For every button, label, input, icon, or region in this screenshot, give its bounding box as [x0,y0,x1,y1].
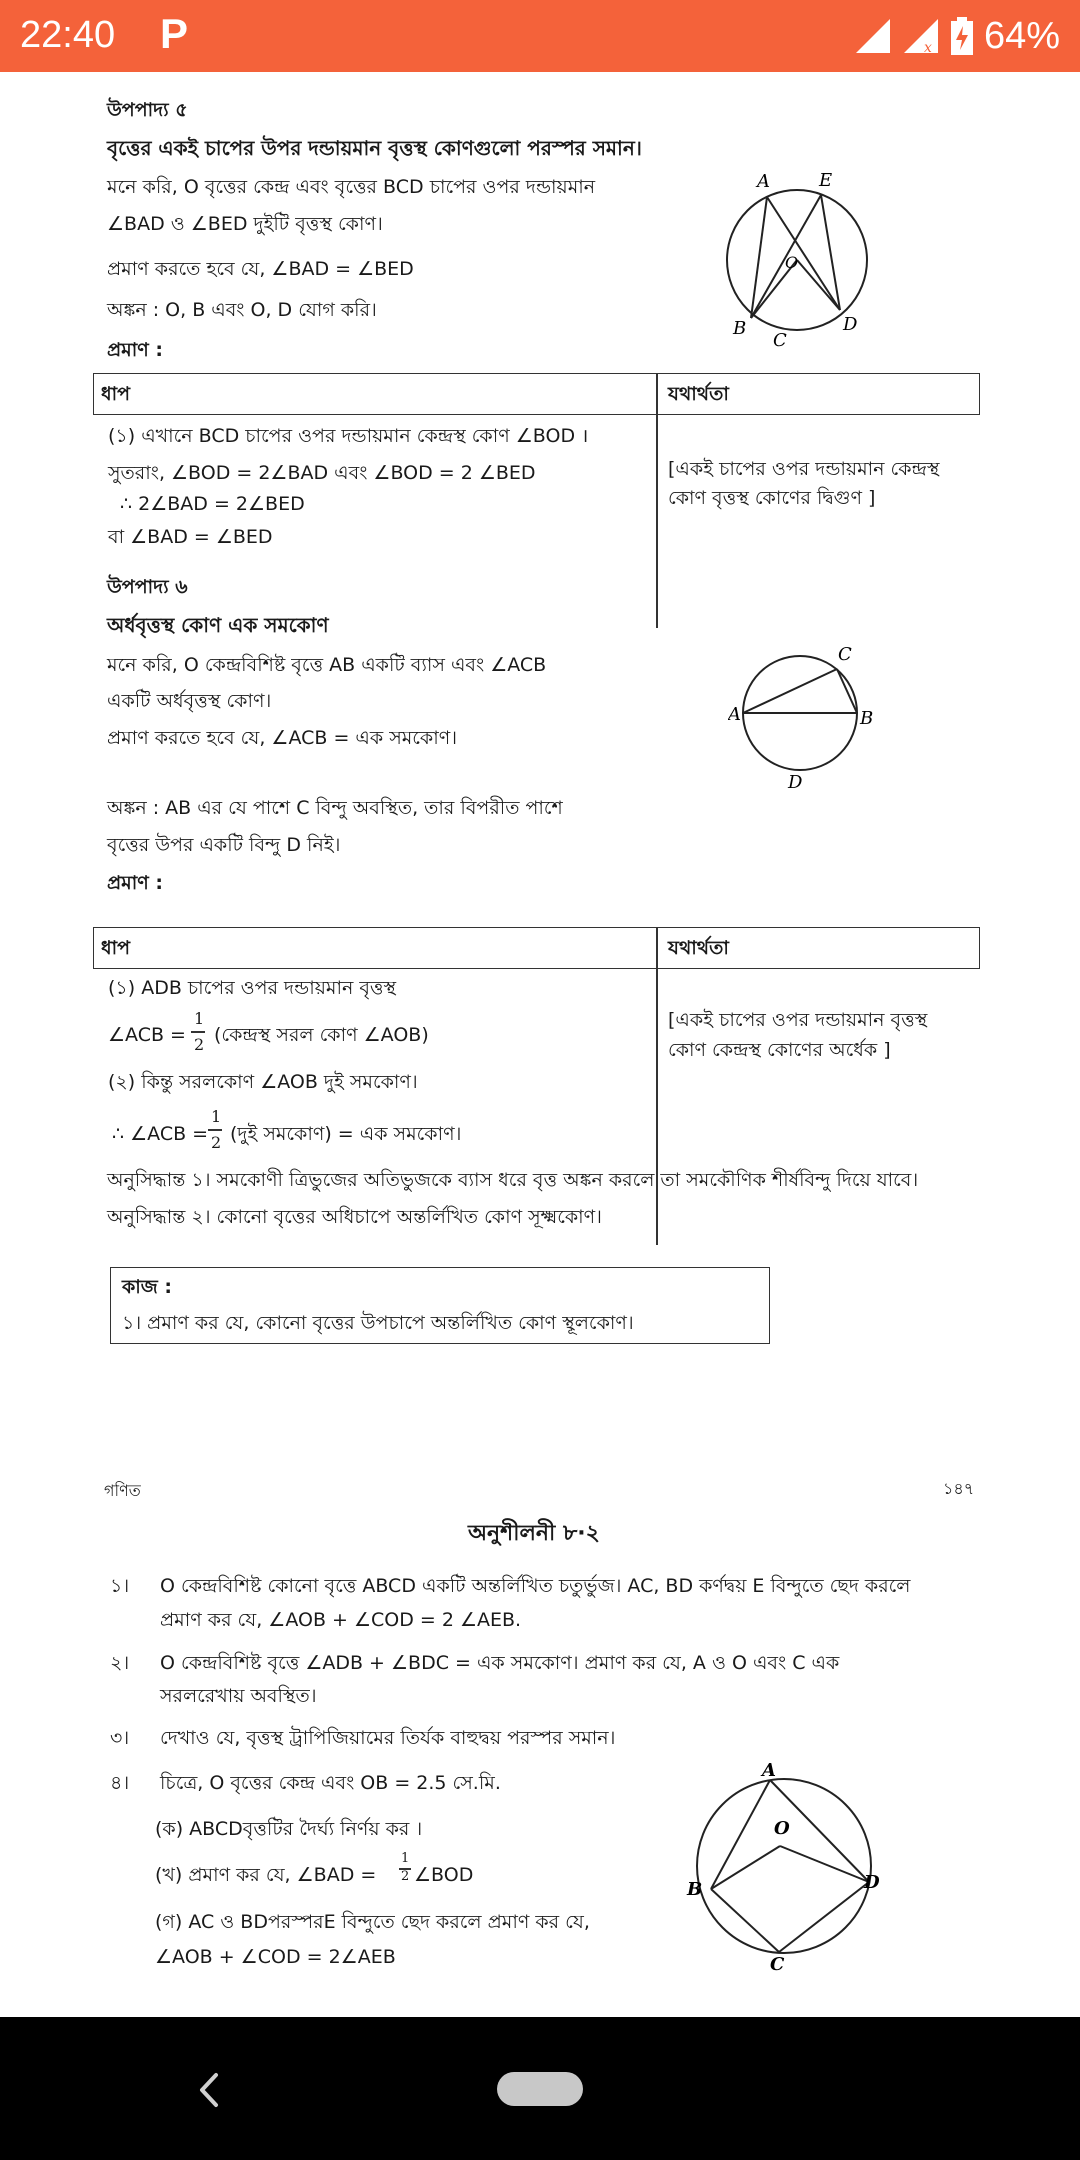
fig2-label-c: C [838,644,852,665]
table1-reason1: [একই চাপের ওপর দন্ডায়মান কেন্দ্রস্থ [668,458,940,480]
back-icon[interactable] [190,2065,230,2115]
exercise-title: অনুশীলনী ৮·২ [468,1521,600,1546]
theorem5-line1: মনে করি, O বৃত্তের কেন্দ্র এবং বৃত্তের BCD চাপের ওপর দন্ডায়মান [107,176,596,198]
q4-part-a: (ক) ABCDবৃত্তটির দৈর্ঘ্য নির্ণয় কর । [155,1818,423,1840]
table2-step3: (২) কিন্তু সরলকোণ ∠AOB দুই সমকোণ। [108,1071,418,1093]
theorem6-line3: প্রমাণ করতে হবে যে, ∠ACB = এক সমকোণ। [107,727,458,749]
q4-line1: চিত্রে, O বৃত্তের কেন্দ্র এবং OB = 2.5 সে.মি. [160,1772,501,1794]
table2-reason1: [একই চাপের ওপর দন্ডায়মান বৃত্তস্থ [668,1009,928,1031]
table2-step2-left: ∠ACB = [108,1024,186,1046]
home-button[interactable] [497,2072,583,2106]
q4-part-c-line1: (গ) AC ও BDপরস্পরE বিন্দুতে ছেদ করলে প্রমাণ কর যে, [155,1911,590,1933]
q4-number: ৪। [110,1772,130,1794]
theorem6-line2: একটি অর্ধবৃত্তস্থ কোণ। [107,690,272,712]
fig1-label-o: O [785,253,799,272]
battery-percent: 64% [983,14,1060,57]
theorem5-heading: উপপাদ্য ৫ [107,99,188,121]
fig1-label-d: D [843,314,858,335]
theorem6-heading: উপপাদ্য ৬ [107,576,188,598]
page-number: ১৪৭ [943,1479,975,1498]
q4-frac-den: 2 [401,1869,410,1884]
q2-number: ২। [110,1652,130,1674]
table2-header-reason: যথার্থতা [668,937,729,959]
signal-icon [854,17,892,55]
table2-frac1-den: 2 [194,1035,205,1054]
q2-line2: সরলরেখায় অবস্থিত। [160,1685,317,1707]
theorem5-proof-label: প্রমাণ : [107,339,163,361]
q1-line2: প্রমাণ কর যে, ∠AOB + ∠COD = 2 ∠AEB. [160,1609,522,1631]
battery-charging-icon [950,16,974,56]
theorem5-figure [715,170,885,350]
table2-frac2-den: 2 [211,1133,222,1152]
theorem6-proof-label: প্রমাণ : [107,872,163,894]
table1-header-reason: যথার্থতা [668,383,729,405]
theorem5-line3: প্রমাণ করতে হবে যে, ∠BAD = ∠BED [107,258,414,280]
fig1-label-b: B [733,318,747,339]
theorem6-title: অর্ধবৃত্তস্থ কোণ এক সমকোণ [107,613,329,637]
status-bar [0,0,1080,72]
table1-step1: (১) এখানে BCD চাপের ওপর দন্ডায়মান কেন্দ্রস্থ কোণ ∠BOD । [108,425,589,447]
theorem6-proof-table [93,927,980,969]
theorem6-construction1: অঙ্কন : AB এর যে পাশে C বিন্দু অবস্থিত, তার বিপরীত পাশে [107,797,563,819]
q4-part-c-line2: ∠AOB + ∠COD = 2∠AEB [155,1946,396,1968]
theorem5-proof-table [93,373,980,415]
q1-line1: O কেন্দ্রবিশিষ্ট কোনো বৃত্তে ABCD একটি অন্তর্লিখিত চতুর্ভুজ। AC, BD কর্ণদ্বয় E বিন্দুতে ছেদ করলে [160,1575,911,1597]
theorem5-line2: ∠BAD ও ∠BED দুইটি বৃত্তস্থ কোণ। [107,213,383,235]
theorem5-title: বৃত্তের একই চাপের উপর দন্ডায়মান বৃত্তস্থ কোণগুলো পরস্পর সমান। [107,136,642,160]
corollary-2: অনুসিদ্ধান্ত ২। কোনো বৃত্তের অধিচাপে অন্তর্লিখিত কোণ সূক্ষ্মকোণ। [107,1206,602,1228]
table2-header-step: ধাপ [101,937,131,959]
table2-step1: (১) ADB চাপের ওপর দন্ডায়মান বৃত্তস্থ [108,977,397,999]
fig3-label-d: D [864,1872,880,1893]
q1-number: ১। [110,1575,130,1597]
exercise-q4-figure [678,1762,898,1972]
table2-frac1-num: 1 [194,1009,205,1028]
q2-line1: O কেন্দ্রবিশিষ্ট বৃত্তে ∠ADB + ∠BDC = এক সমকোণ। প্রমাণ কর যে, A ও O এবং C এক [160,1652,840,1674]
fig3-label-b: B [687,1879,703,1900]
q4-frac-num: 1 [401,1851,410,1866]
theorem6-figure [728,644,888,789]
fig2-label-a: A [728,704,741,725]
theorem5-construction: অঙ্কন : O, B এবং O, D যোগ করি। [107,299,377,321]
signal-no-data-icon [902,17,940,55]
table1-header-step: ধাপ [101,383,131,405]
fig2-label-b: B [860,708,874,729]
q3-line1: দেখাও যে, বৃত্তস্থ ট্রাপিজিয়ামের তির্যক বাহুদ্বয় পরস্পর সমান। [160,1727,616,1749]
table2-step4-right: (দুই সমকোণ) = এক সমকোণ। [230,1123,462,1145]
fig3-label-o: O [774,1818,790,1839]
table2-reason2: কোণ কেন্দ্রস্থ কোণের অর্ধেক ] [668,1039,891,1061]
q4-part-b-left: (খ) প্রমাণ কর যে, ∠BAD = [155,1864,377,1886]
table2-step4-left: ∴ ∠ACB = [112,1123,209,1145]
task-title: কাজ : [122,1276,173,1298]
fig1-label-e: E [819,170,833,191]
fig3-label-c: C [770,1954,785,1972]
fig3-label-a: A [762,1762,776,1781]
footer-subject: গণিত [104,1481,141,1500]
table2-frac2-num: 1 [211,1107,222,1126]
fig1-label-c: C [773,330,787,350]
corollary-1: অনুসিদ্ধান্ত ১। সমকোণী ত্রিভুজের অতিভুজকে ব্যাস ধরে বৃত্ত অঙ্কন করলে তা সমকৌণিক শীর্ষবিন্দু দিয়ে যাবে। [107,1169,919,1191]
table2-step2-right: (কেন্দ্রস্থ সরল কোণ ∠AOB) [214,1024,429,1046]
document-page [0,72,1080,2017]
task-item-1: ১। প্রমাণ কর যে, কোনো বৃত্তের উপচাপে অন্তর্লিখিত কোণ স্থূলকোণ। [122,1312,634,1334]
app-notification-icon: P [160,10,189,57]
table1-step2: সুতরাং, ∠BOD = 2∠BAD এবং ∠BOD = 2 ∠BED [108,462,536,484]
navigation-bar [0,2017,1080,2160]
q4-part-b-right: ∠BOD [414,1864,474,1886]
theorem6-construction2: বৃত্তের উপর একটি বিন্দু D নিই। [107,834,341,856]
svg-text:x: x [923,40,932,55]
table1-step4: বা ∠BAD = ∠BED [108,526,273,548]
fig1-label-a: A [757,171,770,192]
status-time: 22:40 [20,14,116,56]
table1-reason2: কোণ বৃত্তস্থ কোণের দ্বিগুণ ] [668,487,876,509]
status-icons [854,12,1060,60]
table1-step3: ∴ 2∠BAD = 2∠BED [120,493,305,515]
fig2-label-d: D [788,772,803,789]
q3-number: ৩। [110,1727,130,1749]
theorem6-line1: মনে করি, O কেন্দ্রবিশিষ্ট বৃত্তে AB একটি ব্যাস এবং ∠ACB [107,654,547,676]
